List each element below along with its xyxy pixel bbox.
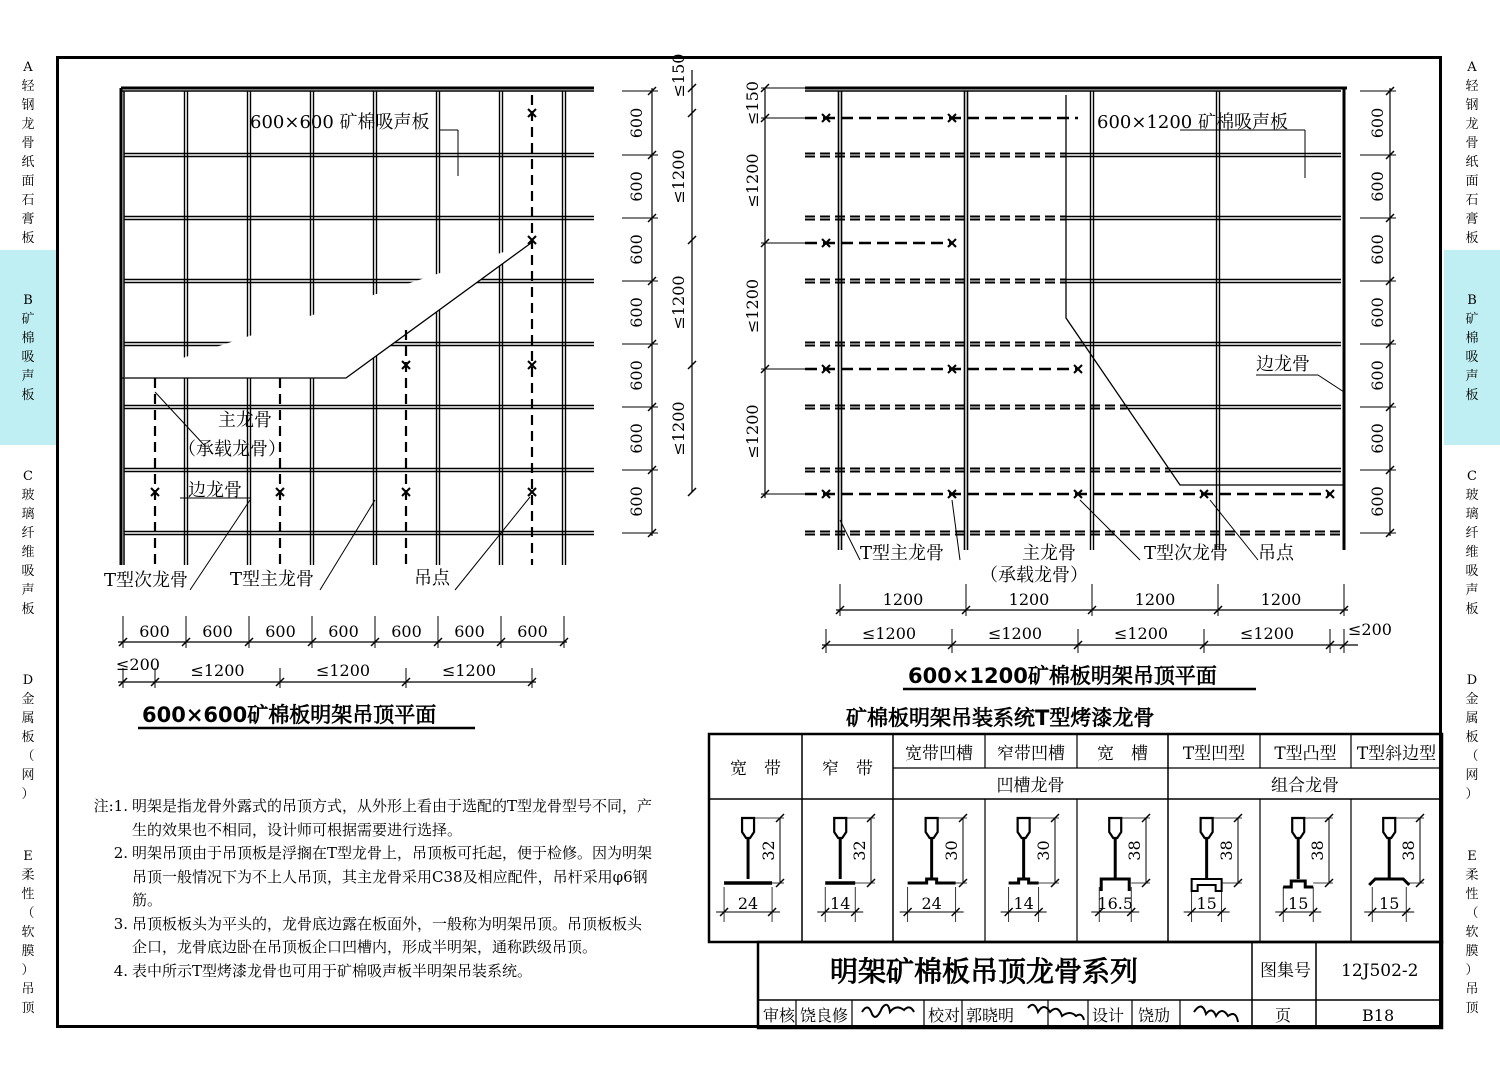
side-tab-char: 维 bbox=[21, 544, 35, 560]
side-tab-char: 板 bbox=[1465, 231, 1479, 246]
dim-left-text: ≤150 bbox=[743, 81, 762, 125]
side-tab-letter: C bbox=[23, 468, 33, 484]
dim-right-text: 600 bbox=[627, 360, 646, 391]
dim-bottom-outer-text: ≤1200 bbox=[987, 624, 1043, 643]
dim-bottom-text: 1200 bbox=[1008, 590, 1050, 609]
checker-name: 郭晓明 bbox=[966, 1006, 1015, 1025]
main-keel-label-right: 主龙骨 bbox=[1022, 543, 1076, 564]
side-tab-char: ） bbox=[21, 787, 35, 802]
side-tab-char: 声 bbox=[21, 582, 35, 598]
profile-bulb bbox=[1292, 818, 1304, 838]
note-number: 2. bbox=[113, 844, 128, 862]
profile-height-text: 38 bbox=[1217, 840, 1236, 861]
dim-right-text: 600 bbox=[627, 423, 646, 454]
dim-right-text: 600 bbox=[1368, 486, 1387, 517]
side-tab-char: （ bbox=[1465, 749, 1479, 764]
dim-bottom-outer-text: ≤1200 bbox=[861, 624, 917, 643]
side-tab-char: 钢 bbox=[21, 98, 35, 113]
profile-flange-groove bbox=[1009, 879, 1039, 883]
side-tab-char: 吸 bbox=[21, 563, 35, 579]
side-tab-char: 璃 bbox=[21, 506, 35, 522]
side-tab-char: 膏 bbox=[1465, 212, 1479, 227]
review-label: 审核 bbox=[763, 1006, 796, 1025]
atlas-label: 图集号 bbox=[1260, 961, 1311, 981]
leader bbox=[455, 497, 530, 590]
side-tab-char: 顶 bbox=[21, 1001, 35, 1016]
side-tab-char: 石 bbox=[21, 193, 35, 208]
t-secondary-label-right: T型次龙骨 bbox=[1144, 543, 1229, 564]
drawing-title: 明架矿棉板吊顶龙骨系列 bbox=[830, 955, 1139, 988]
dim-bottom-text: 1200 bbox=[882, 590, 924, 609]
dim-right-text: 600 bbox=[1368, 171, 1387, 202]
side-tab-char: 纤 bbox=[21, 525, 35, 541]
main-keel-sub-right: （承载龙骨） bbox=[980, 565, 1088, 586]
dim-right-outer-text: ≤150 bbox=[669, 53, 688, 98]
profile-width-text: 15 bbox=[1379, 894, 1400, 913]
side-tab-char: 钢 bbox=[1465, 98, 1479, 113]
dim-bottom-outer-text: ≤1200 bbox=[1239, 624, 1295, 643]
notes bbox=[76, 795, 656, 983]
dim-bottom-text: 600 bbox=[202, 622, 233, 641]
side-tab-char: 软 bbox=[21, 925, 35, 940]
side-tab-char: 纤 bbox=[1465, 525, 1479, 541]
header-wide-band: 宽 带 bbox=[730, 759, 781, 779]
dim-left-text: ≤1200 bbox=[743, 278, 762, 334]
side-tab-char: 板 bbox=[1465, 387, 1479, 403]
plan-600x1200 bbox=[743, 81, 1396, 689]
header-3: 窄带凹槽 bbox=[997, 743, 1065, 764]
side-tab-char: 吊 bbox=[21, 982, 35, 997]
dim-right-outer-text: ≤1200 bbox=[669, 275, 688, 330]
profile-height-text: 38 bbox=[1125, 840, 1144, 861]
end-dim-right: ≤200 bbox=[1348, 620, 1392, 639]
note-text: 吊顶板板头为平头的，龙骨底边露在板面外，一般称为明架吊顶。吊顶板板头企口，龙骨底边卧在吊顶板企口凹槽内，形成半明架，通称跌级吊顶。 bbox=[132, 914, 643, 956]
dim-right-text: 600 bbox=[1368, 297, 1387, 328]
profile-bevel bbox=[1369, 879, 1409, 885]
profile-flange-groove bbox=[908, 879, 956, 883]
side-tab-char: 声 bbox=[21, 368, 35, 384]
dim-right-text: 600 bbox=[1368, 423, 1387, 454]
profile-bulb bbox=[926, 818, 938, 838]
profile-bulb bbox=[1109, 818, 1121, 838]
side-tab-char: 吸 bbox=[1465, 563, 1479, 579]
board-label-600x600: 600×600 矿棉吸声板 bbox=[250, 112, 430, 133]
side-tab-char: 金 bbox=[21, 692, 35, 707]
profile-bulb bbox=[1018, 818, 1030, 838]
side-tab-char: 石 bbox=[1465, 193, 1479, 208]
dim-right-text: 600 bbox=[1368, 107, 1387, 139]
dim-left-text: ≤1200 bbox=[743, 153, 762, 208]
t-main-label-right: T型主龙骨 bbox=[860, 543, 945, 564]
cutaway-line bbox=[122, 243, 531, 378]
edge-keel-label-left: 边龙骨 bbox=[188, 480, 242, 501]
dim-right-text: 600 bbox=[627, 234, 646, 265]
dim-bottom-outer-text: ≤200 bbox=[116, 655, 160, 674]
side-tab-letter: E bbox=[23, 849, 33, 864]
side-tab-char: （ bbox=[21, 906, 35, 921]
side-tab-char: 板 bbox=[1465, 601, 1479, 617]
side-tab-char: 棉 bbox=[21, 330, 35, 346]
dim-left-text: ≤1200 bbox=[743, 404, 762, 459]
table-title: 矿棉板明架吊装系统T型烤漆龙骨 bbox=[846, 706, 1155, 730]
side-tab-char: 骨 bbox=[21, 136, 35, 151]
note-item bbox=[76, 795, 656, 842]
hanger-label-right: 吊点 bbox=[1258, 543, 1294, 564]
header-narrow-band: 窄 带 bbox=[822, 759, 873, 779]
side-tab-char: 面 bbox=[21, 174, 35, 189]
dim-bottom-text: 600 bbox=[328, 622, 359, 641]
side-tab-char: 声 bbox=[1465, 582, 1479, 598]
side-tab-char: 性 bbox=[21, 887, 35, 902]
side-tab-char: 纸 bbox=[21, 155, 35, 170]
profile-width-text: 15 bbox=[1288, 894, 1309, 913]
designer-name: 饶劢 bbox=[1138, 1006, 1171, 1025]
check-label: 校对 bbox=[928, 1006, 961, 1025]
side-tab-letter: B bbox=[1467, 292, 1477, 308]
dim-right-outer-text: ≤1200 bbox=[669, 149, 688, 204]
side-tab-char: 矿 bbox=[1465, 311, 1479, 327]
main-keel-label-left: 主龙骨 bbox=[218, 410, 272, 431]
note-text: 明架吊顶由于吊顶板是浮搁在T型龙骨上，吊顶板可托起，便于检修。因为明架吊顶一般情况下为不上人吊顶，其主龙骨采用C38及相应配件，吊杆采用φ6钢筋。 bbox=[132, 844, 653, 909]
profile-height-text: 38 bbox=[1399, 840, 1418, 861]
dim-bottom-text: 600 bbox=[265, 622, 296, 641]
side-tab-char: 网 bbox=[21, 768, 35, 783]
dim-bottom-text: 600 bbox=[391, 622, 422, 641]
header-4: 宽 槽 bbox=[1097, 743, 1148, 764]
side-tab-char: 吊 bbox=[1465, 982, 1479, 997]
side-tab-char: ） bbox=[21, 963, 35, 978]
profile-bulb bbox=[742, 818, 754, 838]
side-tab-char: 维 bbox=[1465, 544, 1479, 560]
profile-height-text: 30 bbox=[1034, 840, 1053, 861]
dim-right-text: 600 bbox=[1368, 234, 1387, 265]
dim-right-text: 600 bbox=[627, 486, 646, 517]
profile-height-text: 32 bbox=[850, 840, 869, 861]
side-tab-letter: B bbox=[23, 292, 33, 308]
note-number: 4. bbox=[113, 961, 128, 980]
reviewer-signature bbox=[862, 1005, 914, 1017]
side-tab-char: 膏 bbox=[21, 212, 35, 227]
leader bbox=[840, 520, 860, 560]
main-keel-sub-left: （承载龙骨） bbox=[178, 439, 286, 460]
checker-signature bbox=[1028, 1005, 1084, 1020]
leader bbox=[1080, 500, 1140, 560]
profile-width-text: 24 bbox=[737, 894, 759, 913]
dim-right-outer-text: ≤1200 bbox=[669, 401, 688, 456]
side-tab-char: 柔 bbox=[21, 868, 35, 883]
side-tab-char: 纸 bbox=[1465, 155, 1479, 170]
header-7: T型斜边型 bbox=[1356, 743, 1437, 764]
dim-bottom-text: 600 bbox=[517, 622, 548, 641]
profile-width-text: 15 bbox=[1196, 894, 1217, 913]
header-6: T型凸型 bbox=[1274, 743, 1337, 764]
profile-width-text: 24 bbox=[921, 894, 942, 913]
profile-height-text: 32 bbox=[759, 840, 778, 861]
dim-right-text: 600 bbox=[627, 297, 646, 328]
side-tab-letter: D bbox=[1466, 673, 1478, 688]
profile-channel bbox=[1101, 879, 1129, 891]
designer-signature bbox=[1194, 1006, 1238, 1022]
side-tab-char: 吸 bbox=[1465, 349, 1479, 365]
side-tab-char: 吸 bbox=[21, 349, 35, 365]
t-main-label-left: T型主龙骨 bbox=[230, 569, 315, 590]
note-item bbox=[76, 842, 656, 913]
side-tab-char: 软 bbox=[1465, 925, 1479, 940]
side-tab-char: 龙 bbox=[1465, 117, 1479, 132]
side-tab-char: ） bbox=[1465, 787, 1479, 802]
side-tab-char: 膜 bbox=[1465, 944, 1479, 959]
dim-bottom-text: 1200 bbox=[1134, 590, 1176, 609]
side-tab-letter: D bbox=[22, 673, 34, 688]
dim-right-text: 600 bbox=[627, 107, 646, 139]
dim-bottom-outer-text: ≤1200 bbox=[1113, 624, 1169, 643]
header-5: T型凹型 bbox=[1182, 743, 1246, 764]
side-tab-char: 柔 bbox=[1465, 868, 1479, 883]
profile-width-text: 14 bbox=[1013, 894, 1034, 913]
side-tab-char: 面 bbox=[1465, 174, 1479, 189]
side-tab-char: 金 bbox=[1465, 692, 1479, 707]
note-item bbox=[76, 913, 656, 960]
t-secondary-label-left: T型次龙骨 bbox=[104, 570, 189, 591]
side-tab-char: 龙 bbox=[21, 117, 35, 132]
side-tab-letter: C bbox=[1467, 468, 1477, 484]
profile-height-text: 30 bbox=[942, 840, 961, 861]
edge-keel-label-right: 边龙骨 bbox=[1256, 354, 1310, 375]
side-tab-char: 玻 bbox=[1465, 487, 1479, 503]
side-tab-char: 骨 bbox=[1465, 136, 1479, 151]
side-tab-char: 网 bbox=[1465, 768, 1479, 783]
profile-concave bbox=[1192, 879, 1222, 891]
side-tab-char: （ bbox=[21, 749, 35, 764]
side-tab-char: 矿 bbox=[21, 311, 35, 327]
dim-bottom-outer-text: ≤1200 bbox=[315, 661, 371, 680]
side-tab-letter: A bbox=[1467, 60, 1477, 75]
note-number: 3. bbox=[113, 914, 128, 933]
side-tab-char: 璃 bbox=[1465, 506, 1479, 522]
profile-width-text: 14 bbox=[830, 894, 851, 913]
side-tab-char: （ bbox=[1465, 906, 1479, 921]
side-tab-char: 性 bbox=[1465, 887, 1479, 902]
leader bbox=[155, 392, 205, 446]
plan-title-left: 600×600矿棉板明架吊顶平面 bbox=[142, 703, 437, 727]
side-tab-char: ） bbox=[1465, 963, 1479, 978]
header-2: 宽带凹槽 bbox=[905, 743, 973, 764]
side-tab-char: 板 bbox=[21, 231, 35, 246]
design-label: 设计 bbox=[1092, 1006, 1125, 1025]
side-tab-char: 属 bbox=[21, 711, 35, 726]
dim-right-text: 600 bbox=[1368, 360, 1387, 391]
side-tab-char: 膜 bbox=[21, 944, 35, 959]
note-number: 注:1. bbox=[93, 797, 128, 815]
header-groove-group: 凹槽龙骨 bbox=[996, 776, 1065, 796]
side-tab-char: 轻 bbox=[1465, 79, 1479, 94]
profile-bulb bbox=[1201, 818, 1213, 838]
dim-bottom-outer-text: ≤1200 bbox=[441, 661, 497, 680]
note-text: 表中所示T型烤漆龙骨也可用于矿棉吸声板半明架吊装系统。 bbox=[132, 961, 533, 980]
side-tab-char: 顶 bbox=[1465, 1001, 1479, 1016]
dim-right-text: 600 bbox=[627, 171, 646, 202]
dim-bottom-text: 1200 bbox=[1260, 590, 1302, 609]
plan-600x600 bbox=[116, 54, 696, 728]
side-tab-char: 声 bbox=[1465, 368, 1479, 384]
atlas-number: 12J502-2 bbox=[1341, 961, 1419, 981]
leader bbox=[320, 500, 375, 590]
side-tab-letter: A bbox=[23, 60, 33, 75]
profile-bulb bbox=[1383, 818, 1395, 838]
side-tab-char: 板 bbox=[21, 730, 35, 745]
note-text: 明架是指龙骨外露式的吊顶方式，从外形上看由于选配的T型龙骨型号不同，产生的效果也不相同，设计师可根据需要进行选择。 bbox=[132, 797, 653, 839]
board-label-600x1200: 600×1200 矿棉吸声板 bbox=[1097, 112, 1288, 133]
page-number: B18 bbox=[1362, 1006, 1395, 1025]
side-tab-char: 板 bbox=[21, 601, 35, 617]
hanger-label-left: 吊点 bbox=[414, 568, 450, 589]
profile-bulb bbox=[834, 818, 846, 838]
header-combo-group: 组合龙骨 bbox=[1271, 776, 1339, 796]
reviewer-name: 饶良修 bbox=[800, 1006, 849, 1025]
side-tab-char: 轻 bbox=[21, 79, 35, 94]
dim-bottom-text: 600 bbox=[454, 622, 485, 641]
profile-height-text: 38 bbox=[1308, 840, 1327, 861]
side-tab-char: 棉 bbox=[1465, 330, 1479, 346]
side-tab-char: 板 bbox=[1465, 730, 1479, 745]
profile-convex bbox=[1283, 881, 1313, 887]
leader bbox=[1318, 375, 1344, 392]
plan-title-right: 600×1200矿棉板明架吊顶平面 bbox=[908, 664, 1217, 688]
note-item bbox=[76, 960, 656, 984]
side-tab-char: 板 bbox=[21, 387, 35, 403]
leader bbox=[952, 500, 960, 560]
page-label: 页 bbox=[1275, 1006, 1292, 1025]
dim-bottom-text: 600 bbox=[139, 622, 170, 641]
profile-width-text: 16.5 bbox=[1097, 894, 1134, 913]
side-tab-letter: E bbox=[1467, 849, 1477, 864]
dim-bottom-outer-text: ≤1200 bbox=[190, 661, 245, 680]
side-tab-char: 玻 bbox=[21, 487, 35, 503]
side-tab-char: 属 bbox=[1465, 711, 1479, 726]
